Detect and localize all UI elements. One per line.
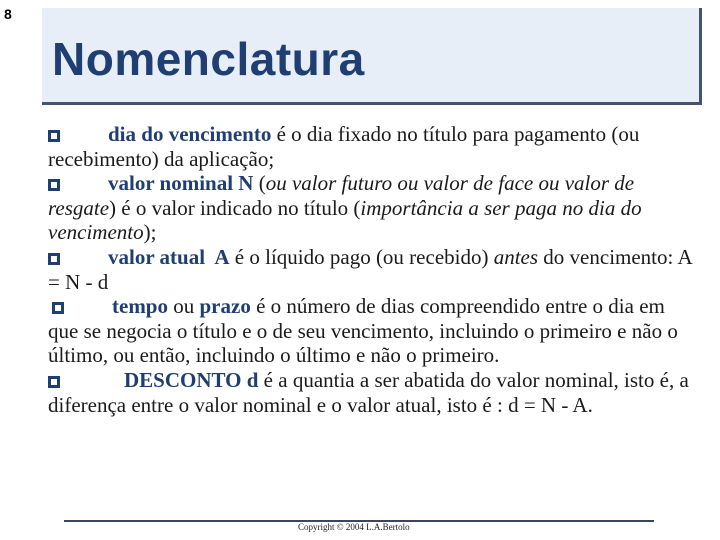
bullet-valor-nominal: [48, 171, 696, 245]
slide-number: 8: [4, 6, 12, 22]
bullet-italic-text: importância a ser paga no dia do vencimento: [48, 195, 642, 245]
term-label: DESCONTO d: [124, 367, 259, 392]
square-bullet-icon: [48, 130, 60, 142]
bullet-text: é a quantia a ser abatida do valor nominal, isto é, a diferença entre o valor nominal e o valor atual, isto é : d = N - A.: [48, 367, 689, 417]
bullet-text: é o número de dias compreendido entre o dia em que se negocia o título e o de seu vencimento, incluindo o primeiro e não o último, ou então, incluindo o último e não o primeiro.: [48, 294, 678, 368]
square-bullet-icon: [48, 179, 60, 191]
term-label: tempo: [112, 294, 168, 319]
bullet-text: é o dia fixado no título para pagamento (ou recebimento) da aplicação;: [48, 122, 640, 171]
bullet-text: ) é o valor indicado no título (: [109, 195, 361, 220]
bullet-italic-text: antes: [493, 244, 539, 269]
bullet-text: ou: [168, 294, 200, 319]
bullet-text: é o líquido pago (ou recebido): [229, 244, 494, 269]
page-title: Nomenclatura: [52, 33, 365, 85]
bullet-tempo-prazo: [48, 294, 696, 368]
square-bullet-icon: [48, 253, 60, 265]
bullet-valor-atual: [48, 245, 696, 294]
term-label: dia do vencimento: [108, 122, 272, 146]
term-label: valor atual A: [108, 244, 230, 269]
bullet-dia-do-vencimento: [48, 122, 696, 171]
bullet-text: (: [253, 171, 266, 196]
bullet-desconto: [48, 368, 696, 417]
square-bullet-icon: [52, 302, 64, 314]
term-label: prazo: [199, 294, 251, 319]
bullet-text: );: [143, 220, 157, 245]
content-body: [48, 122, 696, 417]
copyright-footer: Copyright © 2004 L.A.Bertolo: [298, 522, 410, 532]
title-box: [42, 8, 702, 105]
bullet-text: do vencimento: A = N - d: [48, 244, 692, 294]
square-bullet-icon: [48, 376, 60, 388]
term-label: valor nominal N: [108, 171, 254, 196]
bullet-italic-text: ou valor futuro ou valor de face ou valor de resgate: [48, 171, 635, 220]
